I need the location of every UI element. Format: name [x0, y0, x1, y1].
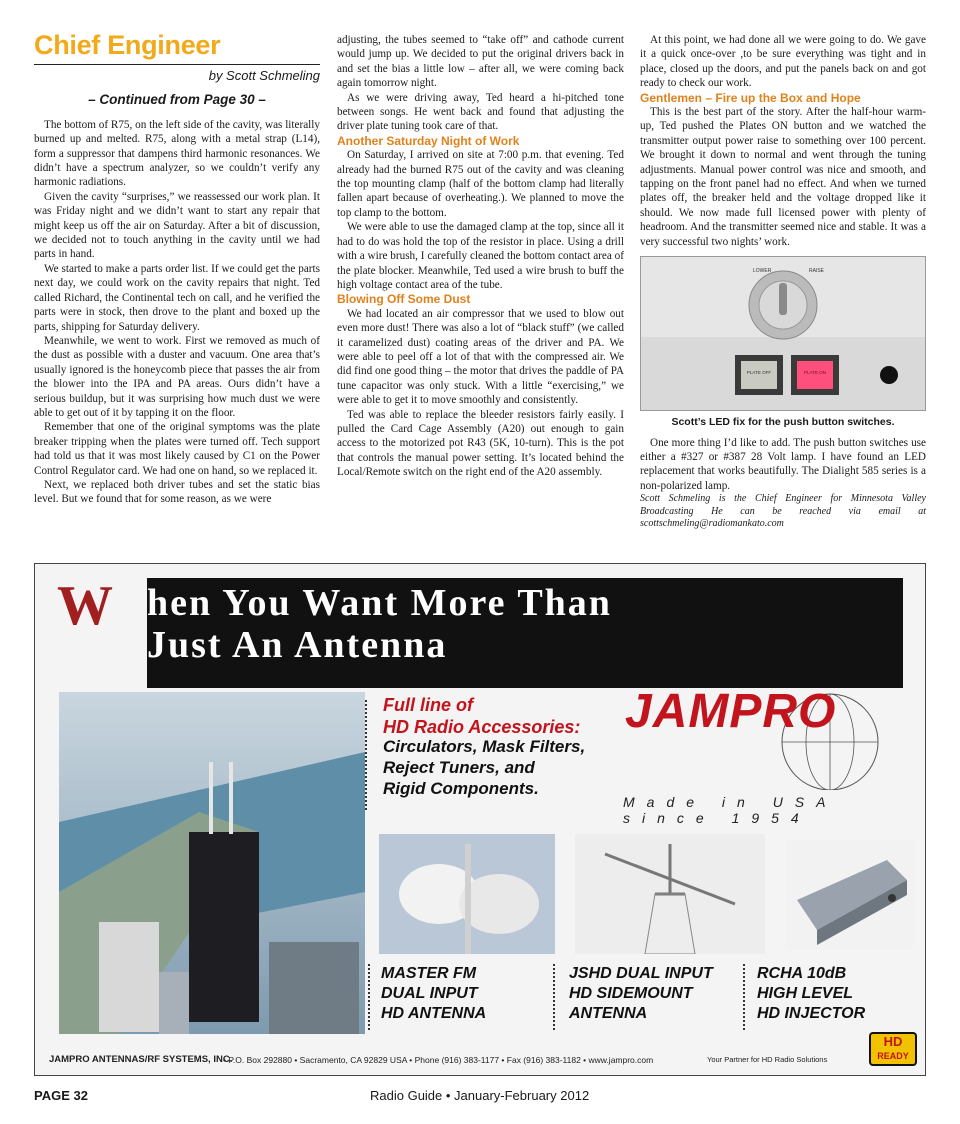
company-name: JAMPRO ANTENNAS/RF SYSTEMS, INC.: [49, 1054, 233, 1065]
dotted-divider: [553, 964, 555, 1030]
paragraph: At this point, we had done all we were going to do. We gave it a quick once-over ,to be sure everything was tight and in place, closed up the doors, and put the panels back on and got ready to check our work.: [640, 34, 926, 90]
dotted-divider: [368, 964, 370, 1030]
jshd-sidemount-antenna-photo: [575, 834, 765, 954]
hd-badge-top: HD: [883, 1034, 903, 1049]
paragraph: We had located an air compressor that we used to blow out even more dust! There was also a lot of “black stuff” (we called it caramelized dust) coating areas of the driver and PA. We were able to peel off a lot of that with the compressed air. We did find one good thing – the motor that drives the paddle of PA tune capacitor was only stuck. With a little “exercising,” we were able to get it to move smoothly and consistently.: [337, 307, 624, 407]
page-number: PAGE 32: [34, 1088, 88, 1103]
headline-line-2: Just An Antenna: [147, 624, 448, 666]
panel-illustration: [641, 257, 926, 411]
accessories-list: [383, 736, 585, 799]
paragraph: Ted was able to replace the bleeder resistors fairly easily. I pulled the Card Cage Assembly (A20) out enough to gain access to the motorized pot R43 (5K, 10-turn). This is the pot that controls the manual power setting. It’s located behind the Local/Remote switch on the right end of the A20 assembly.: [337, 408, 624, 479]
jampro-advertisement: [34, 563, 926, 1076]
dotted-divider: [743, 964, 745, 1030]
accessories-title-line-1: Full line of: [383, 695, 473, 715]
panel-photo: [640, 256, 926, 411]
product-rcha: [757, 964, 865, 1024]
lower-label: LOWER: [753, 268, 772, 275]
hd-ready-badge: [869, 1032, 917, 1066]
dotted-divider: [365, 700, 367, 810]
product-line: ANTENNA: [569, 1005, 648, 1022]
accessory-item: Reject Tuners, and: [383, 758, 535, 777]
accessories-title: [383, 694, 580, 738]
made-in-usa-tagline: Made in USA since 1954: [623, 794, 837, 826]
paragraph: The bottom of R75, on the left side of the cavity, was literally burned up and melted. R75, along with a metal strap (L14), form a suppressor that dampens third harmonic resonances. We didn’t have a spectrum analyzer, so we couldn’t verify any harmonic radiations.: [34, 118, 320, 189]
paragraph: We were able to use the damaged clamp at the top, since all it had to do was hold the top of the resistor in place. Using a drill with a wire brush, I carefully cleaned the bottom contact area of the plate blocker. Meanwhile, Ted used a wire brush to buff the high voltage contact area of the tube.: [337, 221, 624, 291]
magazine-issue: Radio Guide • January-February 2012: [370, 1088, 590, 1103]
rcha-injector-photo: [787, 840, 913, 950]
section-heading: Blowing Off Some Dust: [337, 292, 471, 307]
jampro-logo: JAMPRO: [625, 685, 837, 738]
paragraph: Next, we replaced both driver tubes and set the static bias level. But we found that for some reason, as we were: [34, 478, 320, 506]
company-address: • P.O. Box 292880 • Sacramento, CA 92829 USA • Phone (916) 383-1177 • Fax (916) 383-1182 • www.jampro.com: [223, 1055, 654, 1065]
article-title: Chief Engineer: [34, 30, 221, 60]
product-master-fm: [381, 964, 486, 1024]
paragraph: Given the cavity “surprises,” we reassessed our work plan. It was Friday night and we didn’t want to start any repair that might keep us off the air on Saturday. After a bit of discussion, we decided not to touch anything in the cavity until we had parts in hand.: [34, 190, 320, 261]
raise-label: RAISE: [809, 268, 825, 275]
paragraph: Meanwhile, we went to work. First we removed as much of the dust as possible with a duster and vacuum. One area that’s usually ignored is the honeycomb piece that passes the air from the blower into the IPA and PA areas. Ours didn’t have a serious buildup, but it was surprising how much dust we were able to get out of it by tapping it on the floor.: [34, 334, 320, 419]
ad-headline: [147, 582, 612, 666]
plate-on-label: PLATE ON: [804, 370, 826, 376]
author-credit: Scott Schmeling is the Chief Engineer for Minnesota Valley Broadcasting He can be reached via email at scottschmeling@radiomankato.com: [640, 493, 926, 530]
photo-caption: Scott’s LED fix for the push button switches.: [671, 416, 895, 429]
product-line: HD SIDEMOUNT: [569, 985, 693, 1002]
section-heading: Gentlemen – Fire up the Box and Hope: [640, 90, 861, 105]
accessories-title-line-2: HD Radio Accessories:: [383, 717, 581, 737]
accessory-item: Rigid Components.: [383, 779, 539, 798]
product-line: HD INJECTOR: [757, 1005, 866, 1022]
section-heading: Another Saturday Night of Work: [337, 133, 520, 148]
product-line: RCHA 10dB: [757, 965, 847, 982]
product-jshd: [569, 964, 713, 1024]
headline-initial: W: [57, 575, 113, 637]
title-rule: [34, 64, 320, 65]
paragraph: On Saturday, I arrived on site at 7:00 p.m. that evening. Ted already had the burned R75 out of the cavity and was cleaning the top mounting clamp (half of the bottom clamp had literally fallen apart because of overheating.). We planned to move the top clamp to the bottom.: [337, 149, 624, 219]
hd-badge-bottom: READY: [877, 1051, 909, 1061]
headline-line-1: hen You Want More Than: [147, 582, 612, 624]
accessory-item: Circulators, Mask Filters,: [383, 737, 586, 756]
paragraph: One more thing I’d like to add. The push button switches use either a #327 or #387 28 Volt lamp. I have found an LED replacement that works beautifully. The Dialight 585 series is a non-polarized lamp.: [640, 436, 926, 492]
master-fm-antenna-photo: [379, 834, 555, 954]
paragraph: Remember that one of the original symptoms was the plate breaker tripping when the plates were turned off. Tech support had told us that it was most likely caused by C1 on the Power Control Regulator card. We had one on hand, so we replaced it.: [34, 421, 320, 477]
ad-footer: [35, 1044, 926, 1074]
paragraph: This is the best part of the story. After the half-hour warm-up, Ted pushed the Plates ON button and we watched the transmitter output power raise to something over 100 percent. We brought it down to normal and went through the tuning adjustments. Manual power control was nice and smooth, and tapping on the front panel had no effect. And when we turned plates off, the breaker held and the voltage dropped like it should. We now made full licensed power with plenty of headroom. And the transmitter seemed nice and stable. It was a very successful two nights’ work.: [640, 106, 926, 248]
continued-note: – Continued from Page 30 –: [88, 92, 266, 108]
article-column-1: [34, 30, 320, 507]
ad-tagline: Your Partner for HD Radio Solutions: [707, 1055, 828, 1064]
product-line: JSHD DUAL INPUT: [569, 965, 713, 982]
byline: by Scott Schmeling: [208, 68, 320, 83]
article-column-3: [640, 33, 926, 531]
product-line: DUAL INPUT: [381, 985, 478, 1002]
product-line: MASTER FM: [381, 965, 477, 982]
article-column-2: [337, 33, 624, 480]
plate-off-label: PLATE OFF: [746, 370, 772, 376]
chicago-skyline-photo: [59, 692, 365, 1034]
paragraph: As we were driving away, Ted heard a hi-pitched tone between songs. He went back and found that adjusting the driver plate tuning took care of that.: [337, 91, 624, 133]
paragraph: We started to make a parts order list. If we could get the parts next day, we could work on the cavity repairs that night. Ted called Richard, the Continental tech on call, and he verified the parts were in stock, then drove to the plant and boxed up the parts, shipping for Saturday delivery.: [34, 262, 320, 333]
product-line: HIGH LEVEL: [757, 985, 854, 1002]
product-line: HD ANTENNA: [381, 1005, 487, 1022]
paragraph: adjusting, the tubes seemed to “take off” and cathode current would jump up. We decided to put the original drivers back in and set the bias a little low – after all, we were coming back again tomorrow night.: [337, 34, 624, 90]
